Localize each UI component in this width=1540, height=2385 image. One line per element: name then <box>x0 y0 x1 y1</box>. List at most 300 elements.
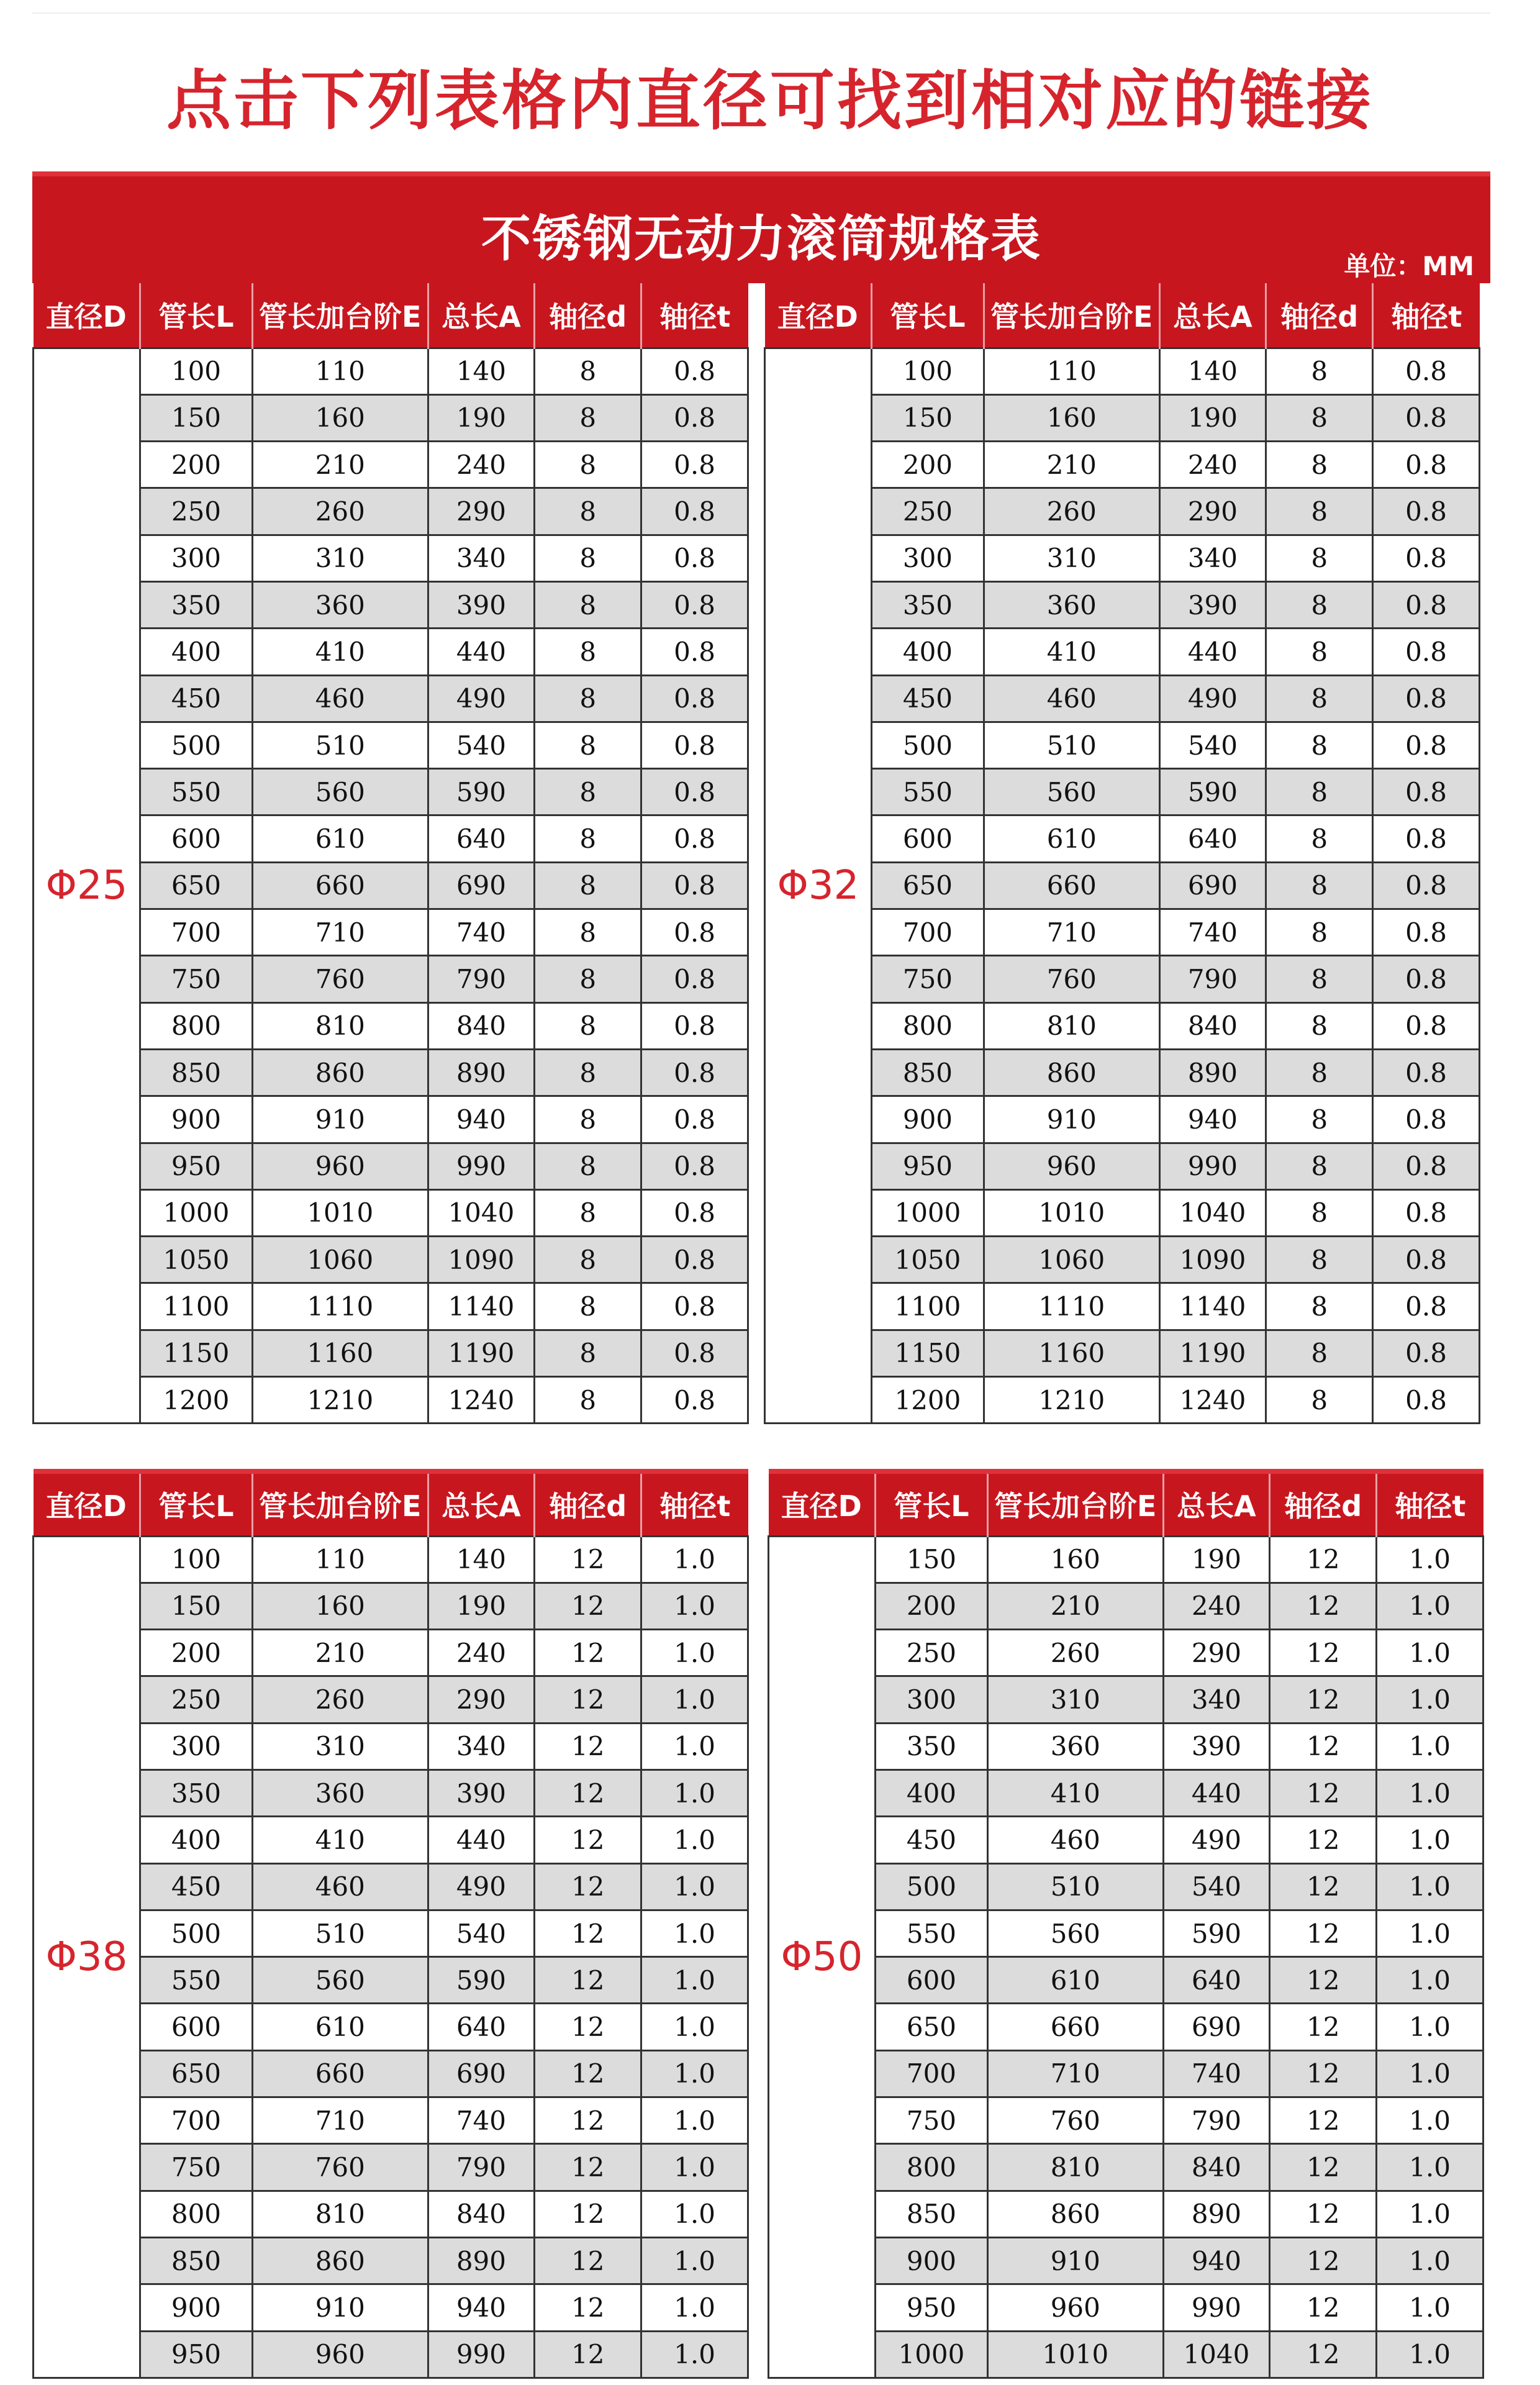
table-row <box>34 488 748 535</box>
table-cell: 12 <box>535 2191 641 2237</box>
table-cell: 440 <box>1159 629 1266 675</box>
spec-table-phi50 <box>768 1469 1484 2385</box>
table-cell: 510 <box>988 1863 1163 1910</box>
table-cell: 1.0 <box>1377 2191 1483 2237</box>
table-row <box>34 2284 748 2331</box>
table-row <box>765 862 1480 909</box>
table-cell: 550 <box>875 1910 987 1956</box>
table-cell: 710 <box>988 2050 1163 2097</box>
table-cell: 1.0 <box>1377 2284 1483 2331</box>
table-cell: 12 <box>1270 1536 1377 1583</box>
table-cell: 550 <box>140 769 252 815</box>
table-row <box>34 1143 748 1189</box>
table-row <box>765 1237 1480 1283</box>
table-row <box>34 2097 748 2144</box>
spec-table <box>768 1469 1484 2379</box>
table-cell: 12 <box>535 1910 641 1956</box>
table-cell: 250 <box>140 488 252 535</box>
table-row <box>34 1377 748 1424</box>
table-row <box>769 2331 1483 2378</box>
table-cell: 260 <box>984 488 1159 535</box>
column-header: 总长A <box>428 283 535 348</box>
table-cell: 0.8 <box>1373 862 1480 909</box>
table-cell: 1240 <box>428 1377 535 1424</box>
table-cell: 12 <box>535 1583 641 1629</box>
table-cell: 1.0 <box>1377 2237 1483 2284</box>
table-cell: 460 <box>253 675 428 722</box>
table-cell: 490 <box>428 1863 535 1910</box>
table-cell: 850 <box>140 1049 252 1096</box>
table-row <box>34 1957 748 2004</box>
table-row <box>34 815 748 862</box>
table-cell: 610 <box>253 815 428 862</box>
table-cell: 0.8 <box>641 1049 748 1096</box>
table-cell: 240 <box>428 1630 535 1676</box>
table-cell: 12 <box>535 2237 641 2284</box>
table-cell: 800 <box>140 2191 252 2237</box>
table-cell: 8 <box>535 862 641 909</box>
table-cell: 12 <box>535 1817 641 1863</box>
table-row <box>34 1863 748 1910</box>
diameter-link[interactable]: Φ50 <box>769 1536 876 2378</box>
table-cell: 12 <box>1270 1676 1377 1723</box>
table-cell: 8 <box>1266 1283 1373 1330</box>
table-cell: 1.0 <box>641 2191 748 2237</box>
table-cell: 590 <box>1159 769 1266 815</box>
table-cell: 12 <box>1270 1769 1377 1816</box>
table-cell: 1.0 <box>1377 1910 1483 1956</box>
table-cell: 810 <box>253 1002 428 1049</box>
table-cell: 12 <box>1270 2331 1377 2378</box>
table-cell: 640 <box>428 815 535 862</box>
table-cell: 0.8 <box>1373 488 1480 535</box>
table-cell: 12 <box>1270 2237 1377 2284</box>
table-cell: 900 <box>140 2284 252 2331</box>
table-cell: 290 <box>428 488 535 535</box>
table-cell: 550 <box>140 1957 252 2004</box>
table-cell: 8 <box>535 815 641 862</box>
table-cell: 12 <box>1270 2144 1377 2191</box>
spec-table <box>764 283 1480 1424</box>
table-cell: 390 <box>1163 1723 1270 1769</box>
table-cell: 150 <box>871 394 984 441</box>
table-cell: 1.0 <box>1377 2004 1483 2050</box>
table-cell: 210 <box>984 442 1159 488</box>
table-cell: 8 <box>1266 1049 1373 1096</box>
unit-label: 单位：MM <box>1344 251 1474 281</box>
table-cell: 8 <box>1266 1002 1373 1049</box>
table-cell: 1140 <box>428 1283 535 1330</box>
table-cell: 0.8 <box>1373 1189 1480 1236</box>
table-cell: 460 <box>253 1863 428 1910</box>
table-cell: 1200 <box>140 1377 252 1424</box>
table-cell: 12 <box>1270 1630 1377 1676</box>
table-cell: 160 <box>988 1536 1163 1583</box>
table-cell: 0.8 <box>641 1237 748 1283</box>
table-cell: 8 <box>535 394 641 441</box>
table-cell: 1.0 <box>641 1723 748 1769</box>
table-cell: 860 <box>984 1049 1159 1096</box>
table-cell: 12 <box>535 1723 641 1769</box>
table-cell: 150 <box>875 1536 987 1583</box>
table-cell: 750 <box>140 956 252 1002</box>
table-cell: 500 <box>871 722 984 768</box>
table-cell: 710 <box>984 909 1159 956</box>
table-row <box>34 1330 748 1376</box>
table-cell: 790 <box>428 2144 535 2191</box>
table-cell: 1100 <box>871 1283 984 1330</box>
table-cell: 8 <box>1266 1330 1373 1376</box>
table-cell: 8 <box>1266 1143 1373 1189</box>
column-header: 管长L <box>875 1471 987 1536</box>
table-row <box>769 2284 1483 2331</box>
column-header: 直径D <box>765 283 872 348</box>
table-cell: 960 <box>988 2284 1163 2331</box>
table-cell: 390 <box>1159 581 1266 628</box>
table-cell: 1.0 <box>641 2331 748 2378</box>
table-row <box>765 348 1480 394</box>
table-cell: 110 <box>253 1536 428 1583</box>
table-cell: 0.8 <box>641 629 748 675</box>
table-cell: 8 <box>1266 956 1373 1002</box>
table-cell: 450 <box>140 1863 252 1910</box>
table-cell: 1.0 <box>641 1957 748 2004</box>
table-cell: 910 <box>253 1096 428 1143</box>
column-header: 轴径d <box>535 1471 641 1536</box>
table-cell: 8 <box>535 769 641 815</box>
table-cell: 690 <box>428 862 535 909</box>
table-cell: 8 <box>535 722 641 768</box>
table-cell: 760 <box>253 956 428 1002</box>
table-row <box>769 2237 1483 2284</box>
table-cell: 110 <box>984 348 1159 394</box>
table-cell: 450 <box>140 675 252 722</box>
table-cell: 690 <box>428 2050 535 2097</box>
table-cell: 260 <box>253 1676 428 1723</box>
diameter-link[interactable]: Φ25 <box>34 348 140 1424</box>
column-header: 直径D <box>34 1471 140 1536</box>
table-cell: 0.8 <box>641 1096 748 1143</box>
table-cell: 890 <box>428 1049 535 1096</box>
diameter-link[interactable]: Φ38 <box>34 1536 140 2378</box>
table-cell: 12 <box>1270 2097 1377 2144</box>
table-row <box>34 1817 748 1863</box>
table-row <box>765 1377 1480 1424</box>
table-cell: 340 <box>428 1723 535 1769</box>
column-header: 轴径t <box>641 1471 748 1536</box>
table-row <box>34 1676 748 1723</box>
table-cell: 940 <box>428 2284 535 2331</box>
table-cell: 660 <box>984 862 1159 909</box>
table-cell: 1.0 <box>1377 1536 1483 1583</box>
table-cell: 310 <box>988 1676 1163 1723</box>
table-cell: 0.8 <box>1373 1283 1480 1330</box>
table-cell: 1.0 <box>1377 2050 1483 2097</box>
table-row <box>34 2237 748 2284</box>
table-row <box>34 1910 748 1956</box>
table-cell: 0.8 <box>641 581 748 628</box>
table-row <box>34 675 748 722</box>
table-row <box>765 722 1480 768</box>
table-cell: 150 <box>140 1583 252 1629</box>
table-row <box>34 956 748 1002</box>
table-cell: 700 <box>871 909 984 956</box>
top-divider <box>32 12 1490 14</box>
table-cell: 1110 <box>253 1283 428 1330</box>
table-row <box>34 1583 748 1629</box>
table-cell: 0.8 <box>641 769 748 815</box>
table-cell: 610 <box>984 815 1159 862</box>
table-cell: 760 <box>253 2144 428 2191</box>
table-cell: 1.0 <box>1377 1676 1483 1723</box>
table-cell: 0.8 <box>1373 1096 1480 1143</box>
table-row <box>765 1330 1480 1376</box>
table-cell: 8 <box>535 442 641 488</box>
table-cell: 960 <box>253 1143 428 1189</box>
table-cell: 840 <box>428 1002 535 1049</box>
table-row <box>765 1049 1480 1096</box>
table-row <box>34 1769 748 1816</box>
table-cell: 340 <box>1159 535 1266 581</box>
table-cell: 0.8 <box>641 1002 748 1049</box>
table-header-row <box>34 283 748 348</box>
table-cell: 1.0 <box>641 1536 748 1583</box>
table-cell: 12 <box>535 1769 641 1816</box>
table-cell: 150 <box>140 394 252 441</box>
table-header-row <box>765 283 1480 348</box>
diameter-link[interactable]: Φ32 <box>765 348 872 1424</box>
table-row <box>769 2191 1483 2237</box>
table-cell: 12 <box>1270 2050 1377 2097</box>
table-cell: 1.0 <box>1377 2331 1483 2378</box>
table-cell: 660 <box>253 862 428 909</box>
table-cell: 0.8 <box>1373 815 1480 862</box>
table-cell: 710 <box>253 909 428 956</box>
table-cell: 400 <box>140 629 252 675</box>
table-cell: 100 <box>140 348 252 394</box>
table-cell: 990 <box>428 2331 535 2378</box>
table-cell: 340 <box>1163 1676 1270 1723</box>
table-row <box>34 1536 748 1583</box>
table-cell: 540 <box>428 722 535 768</box>
table-cell: 0.8 <box>1373 675 1480 722</box>
table-cell: 190 <box>428 394 535 441</box>
table-row <box>765 815 1480 862</box>
table-cell: 400 <box>871 629 984 675</box>
table-cell: 360 <box>253 581 428 628</box>
table-row <box>34 2144 748 2191</box>
table-row <box>34 2004 748 2050</box>
table-cell: 360 <box>984 581 1159 628</box>
table-cell: 0.8 <box>641 394 748 441</box>
table-row <box>765 769 1480 815</box>
table-cell: 12 <box>1270 1723 1377 1769</box>
table-cell: 590 <box>428 1957 535 2004</box>
table-cell: 600 <box>871 815 984 862</box>
table-cell: 290 <box>1159 488 1266 535</box>
table-cell: 240 <box>428 442 535 488</box>
table-cell: 8 <box>1266 1096 1373 1143</box>
table-cell: 0.8 <box>641 442 748 488</box>
table-cell: 8 <box>535 909 641 956</box>
table-cell: 800 <box>140 1002 252 1049</box>
table-cell: 950 <box>140 2331 252 2378</box>
table-row <box>769 1536 1483 1583</box>
table-cell: 0.8 <box>1373 629 1480 675</box>
table-row <box>34 1723 748 1769</box>
table-cell: 750 <box>875 2097 987 2144</box>
table-row <box>34 442 748 488</box>
table-cell: 940 <box>1159 1096 1266 1143</box>
table-cell: 490 <box>1159 675 1266 722</box>
table-cell: 0.8 <box>641 1330 748 1376</box>
table-cell: 1060 <box>253 1237 428 1283</box>
table-cell: 310 <box>253 1723 428 1769</box>
table-cell: 12 <box>1270 1583 1377 1629</box>
table-cell: 860 <box>253 2237 428 2284</box>
table-cell: 1040 <box>1163 2331 1270 2378</box>
table-cell: 900 <box>871 1096 984 1143</box>
table-cell: 240 <box>1163 1583 1270 1629</box>
table-row <box>34 1283 748 1330</box>
table-cell: 8 <box>1266 629 1373 675</box>
table-cell: 12 <box>535 2050 641 2097</box>
table-row <box>769 1630 1483 1676</box>
table-row <box>34 1002 748 1049</box>
table-cell: 1050 <box>871 1237 984 1283</box>
table-cell: 840 <box>428 2191 535 2237</box>
table-cell: 310 <box>984 535 1159 581</box>
table-cell: 12 <box>535 2144 641 2191</box>
table-cell: 410 <box>988 1769 1163 1816</box>
table-cell: 160 <box>253 1583 428 1629</box>
spec-table <box>32 1469 749 2379</box>
table-cell: 960 <box>253 2331 428 2378</box>
table-cell: 560 <box>253 1957 428 2004</box>
table-cell: 540 <box>428 1910 535 1956</box>
table-cell: 1190 <box>1159 1330 1266 1376</box>
table-row <box>765 1283 1480 1330</box>
headline: 点击下列表格内直径可找到相对应的链接 <box>166 63 1374 139</box>
table-cell: 8 <box>1266 1189 1373 1236</box>
table-cell: 300 <box>871 535 984 581</box>
table-cell: 12 <box>535 1536 641 1583</box>
table-cell: 600 <box>140 2004 252 2050</box>
table-cell: 0.8 <box>641 1189 748 1236</box>
table-cell: 650 <box>140 2050 252 2097</box>
table-row <box>34 2331 748 2378</box>
table-cell: 800 <box>871 1002 984 1049</box>
table-cell: 1.0 <box>1377 1723 1483 1769</box>
table-cell: 0.8 <box>641 722 748 768</box>
table-cell: 8 <box>535 675 641 722</box>
table-title-banner <box>32 171 1490 283</box>
table-cell: 8 <box>535 1377 641 1424</box>
table-cell: 400 <box>875 1769 987 1816</box>
table-cell: 1.0 <box>1377 1630 1483 1676</box>
table-cell: 910 <box>253 2284 428 2331</box>
table-cell: 500 <box>875 1863 987 1910</box>
table-cell: 1.0 <box>641 1817 748 1863</box>
table-cell: 850 <box>140 2237 252 2284</box>
table-row <box>765 1189 1480 1236</box>
table-cell: 650 <box>140 862 252 909</box>
table-row <box>34 348 748 394</box>
table-cell: 8 <box>1266 1237 1373 1283</box>
table-cell: 1000 <box>140 1189 252 1236</box>
table-row <box>769 1676 1483 1723</box>
table-cell: 1090 <box>1159 1237 1266 1283</box>
table-row <box>34 1049 748 1096</box>
table-cell: 140 <box>428 1536 535 1583</box>
column-header: 总长A <box>428 1471 535 1536</box>
table-cell: 12 <box>1270 2284 1377 2331</box>
table-cell: 0.8 <box>1373 722 1480 768</box>
table-cell: 600 <box>875 1957 987 2004</box>
table-cell: 660 <box>988 2004 1163 2050</box>
table-cell: 990 <box>1159 1143 1266 1189</box>
table-cell: 300 <box>140 535 252 581</box>
table-cell: 1150 <box>871 1330 984 1376</box>
table-cell: 1.0 <box>1377 1769 1483 1816</box>
table-cell: 8 <box>535 348 641 394</box>
table-cell: 0.8 <box>641 1283 748 1330</box>
table-cell: 740 <box>1163 2050 1270 2097</box>
column-header: 轴径d <box>535 283 641 348</box>
table-cell: 12 <box>535 2097 641 2144</box>
table-row <box>34 581 748 628</box>
table-cell: 8 <box>535 1330 641 1376</box>
table-row <box>765 675 1480 722</box>
table-cell: 8 <box>535 1189 641 1236</box>
table-cell: 750 <box>140 2144 252 2191</box>
table-cell: 510 <box>253 722 428 768</box>
table-cell: 160 <box>984 394 1159 441</box>
table-cell: 340 <box>428 535 535 581</box>
column-header: 管长L <box>871 283 984 348</box>
table-cell: 100 <box>140 1536 252 1583</box>
table-row <box>34 1630 748 1676</box>
table-cell: 640 <box>1163 1957 1270 2004</box>
table-cell: 0.8 <box>1373 1377 1480 1424</box>
table-cell: 0.8 <box>1373 769 1480 815</box>
table-cell: 410 <box>984 629 1159 675</box>
table-row <box>765 442 1480 488</box>
table-cell: 100 <box>871 348 984 394</box>
table-cell: 550 <box>871 769 984 815</box>
column-header: 轴径t <box>641 283 748 348</box>
table-cell: 240 <box>1159 442 1266 488</box>
table-cell: 560 <box>984 769 1159 815</box>
table-cell: 1.0 <box>641 1863 748 1910</box>
table-cell: 310 <box>253 535 428 581</box>
table-cell: 740 <box>1159 909 1266 956</box>
table-cell: 0.8 <box>1373 956 1480 1002</box>
table-title: 不锈钢无动力滚筒规格表 <box>481 210 1041 268</box>
table-cell: 12 <box>1270 1910 1377 1956</box>
table-cell: 1100 <box>140 1283 252 1330</box>
table-row <box>765 394 1480 441</box>
table-cell: 1.0 <box>641 1583 748 1629</box>
table-cell: 0.8 <box>1373 909 1480 956</box>
table-cell: 8 <box>1266 769 1373 815</box>
table-cell: 260 <box>988 1630 1163 1676</box>
table-cell: 490 <box>428 675 535 722</box>
table-cell: 190 <box>1159 394 1266 441</box>
table-cell: 1110 <box>984 1283 1159 1330</box>
table-row <box>769 2144 1483 2191</box>
table-cell: 460 <box>984 675 1159 722</box>
